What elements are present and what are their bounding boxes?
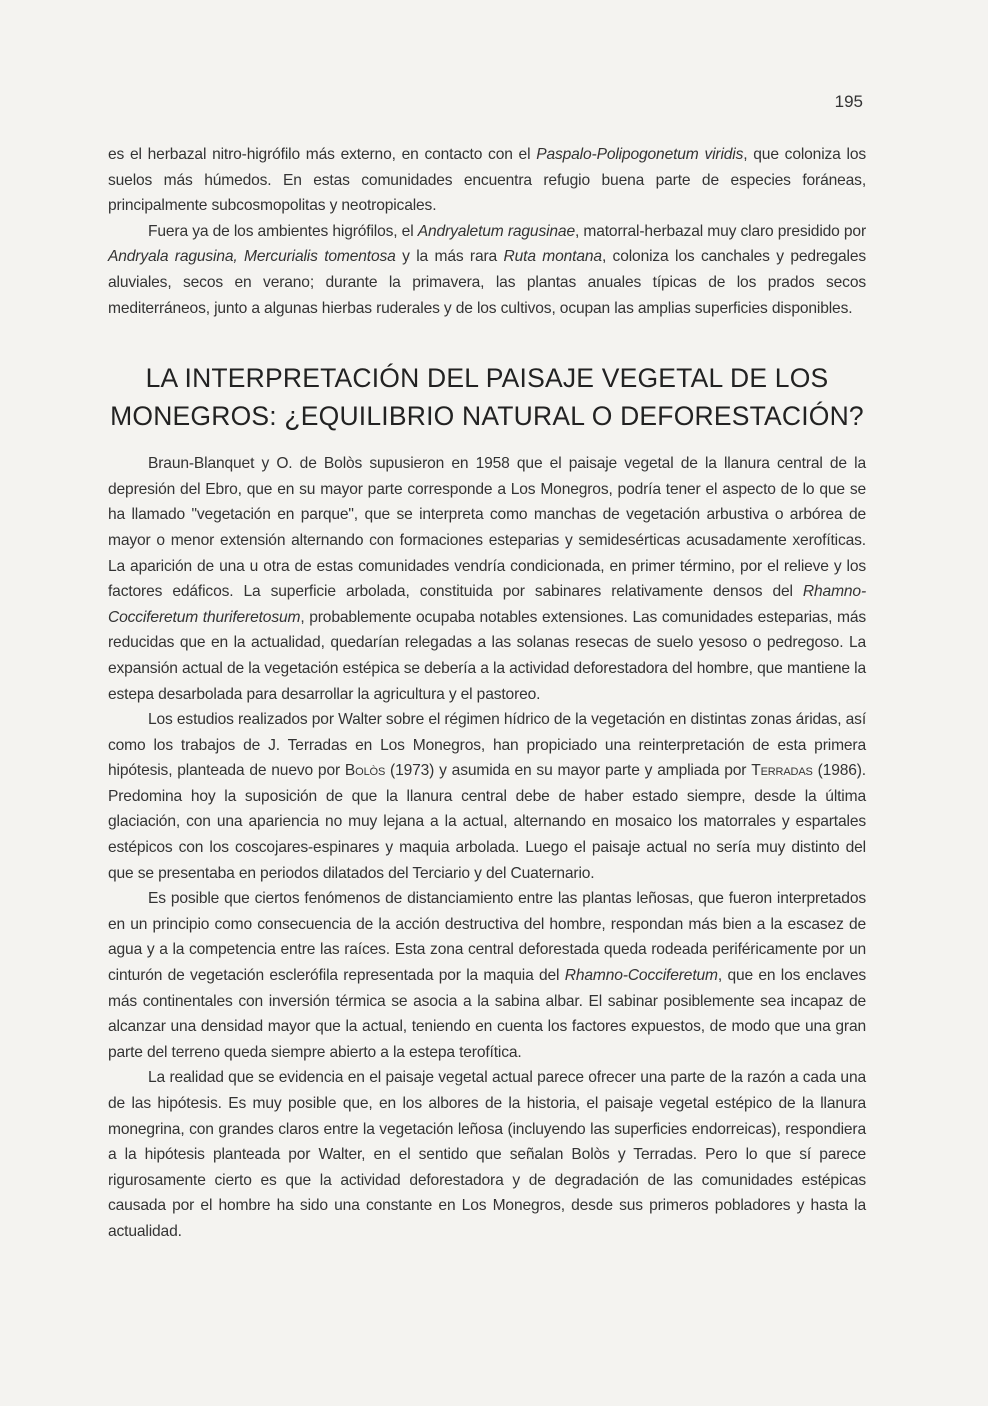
text-segment: La realidad que se evidencia en el paisaje vegetal actual parece ofrecer una parte de la razón a cada una de las hipótesis. Es muy posible que, en los albores de la historia, el paisaje vegetal estépico de la llanura monegrina, con grandes claros entre la vegetación leñosa (incluyendo las superficies endorreicas), respondiera a la hipótesis planteada por Walter, en el sentido que señalan Bolòs y Terradas. Pero lo que sí parece rigurosamente cierto es que la actividad deforestadora y de degradación de las comunidades estépicas causada por el hombre ha sido una constante en Los Monegros, desde sus primeros pobladores y hasta la actualidad. [108, 1069, 866, 1240]
text-segment: Braun-Blanquet y O. de Bolòs supusieron en 1958 que el paisaje vegetal de la llanura central de la depresión del Ebro, que en su mayor parte corresponde a Los Monegros, podría tener el aspecto de lo que se ha llamado "vegetación en parque", que se interpreta como manchas de vegetación arbustiva o arbórea de mayor o menor extensión alternando con formaciones esteparias y semidesérticas acusadamente xerofíticas. La aparición de una u otra de estas comunidades vendría condicionada, en primer término, por el relieve y los factores edáficos. La superficie arbolada, constituida por sabinares relativamente densos del [108, 455, 866, 601]
italic-term: Rhamno-Cocciferetum [564, 967, 718, 985]
section-paragraphs [108, 451, 866, 1244]
paragraph [108, 451, 866, 707]
text-segment: y la más rara [395, 248, 504, 266]
text-segment: , matorral-herbazal muy claro presidido por [574, 222, 866, 240]
italic-term: Andryaletum ragusinae [417, 222, 575, 240]
italic-term: Paspalo-Polipogonetum viridis [536, 146, 744, 163]
section-title [108, 359, 866, 435]
intro-paragraphs [108, 142, 866, 321]
text-segment: , probablemente ocupaba notables extensiones. Las comunidades esteparias, más reducidas que en la actualidad, quedarían relegadas a las solanas resecas de suelo yesoso o pedregoso. La expansión actual de la vegetación estépica se debería a la actividad deforestadora del hombre, que mantiene la estepa desarbolada para desarrollar la agricultura y el pastoreo. [108, 608, 867, 703]
paragraph [108, 1065, 866, 1244]
paragraph [108, 142, 866, 219]
section-title-line-1: LA INTERPRETACIÓN DEL PAISAJE VEGETAL DE LOS [145, 363, 829, 394]
paragraph [108, 886, 866, 1065]
text-segment: (1986). Predomina hoy la suposición de que la llanura central debe de haber estado siempre, desde la última glaciación, con una apariencia no muy lejana a la actual, alternando en mosaico los matorrales y espartales estépicos con los coscojares-espinares y maquia arbolada. Luego el paisaje actual no sería muy distinto del que se presentaba en periodos dilatados del Terciario y del Cuaternario. [108, 762, 866, 882]
text-segment: Es posible que ciertos fenómenos de distanciamiento entre las plantas leñosas, que fueron interpretados en un principio como consecuencia de la acción destructiva del hombre, respondan más bien a la escasez de agua y a la competencia entre las raíces. Esta zona central deforestada queda rodeada periféricamente por un cinturón de vegetación esclerófila representada por la maquia del [108, 890, 866, 985]
text-segment: , coloniza los canchales y pedregales aluviales, secos en verano; durante la primavera, las plantas anuales típicas de los prados secos mediterráneos, junto a algunas hierbas ruderales y de los cultivos, ocupan las amplias superficies disponibles. [108, 248, 866, 317]
page-number: 195 [834, 92, 863, 111]
text-segment: (1973) y asumida en su mayor parte y ampliada por [385, 762, 752, 780]
text-segment: es el herbazal nitro-higrófilo más externo, en contacto con el [108, 146, 537, 163]
author-citation: Bolòs [344, 762, 386, 780]
section-title-line-2: MONEGROS: ¿EQUILIBRIO NATURAL O DEFORESTACIÓN? [110, 401, 864, 432]
text-segment: Los estudios realizados por Walter sobre el régimen hídrico de la vegetación en distintas zonas áridas, así como los trabajos de J. Terradas en Los Monegros, han propiciado una reinterpretación de esta primera hipótesis, planteada de nuevo por [108, 711, 866, 780]
paragraph [108, 707, 866, 886]
italic-term: Rhamno-Cocciferetum thuriferetosum [108, 583, 866, 626]
text-segment: Fuera ya de los ambientes higrófilos, el [148, 222, 418, 240]
italic-term: Ruta montana [503, 248, 602, 266]
text-segment: , que coloniza los suelos más húmedos. En estas comunidades encuentra refugio buena parte de especies foráneas, principalmente subcosmopolitas y neotropicales. [108, 146, 866, 215]
author-citation: Terradas [751, 762, 813, 780]
text-segment: , que en los enclaves más continentales con inversión térmica se asocia a la sabina albar. El sabinar posiblemente sea incapaz de alcanzar una densidad mayor que la actual, teniendo en cuenta los factores expuestos, de modo que una gran parte del terreno queda siempre abierto a la estepa terofítica. [108, 967, 866, 1061]
body-text [108, 142, 866, 1245]
italic-term: Andryala ragusina, Mercurialis tomentosa [108, 248, 396, 266]
paragraph [108, 219, 866, 321]
